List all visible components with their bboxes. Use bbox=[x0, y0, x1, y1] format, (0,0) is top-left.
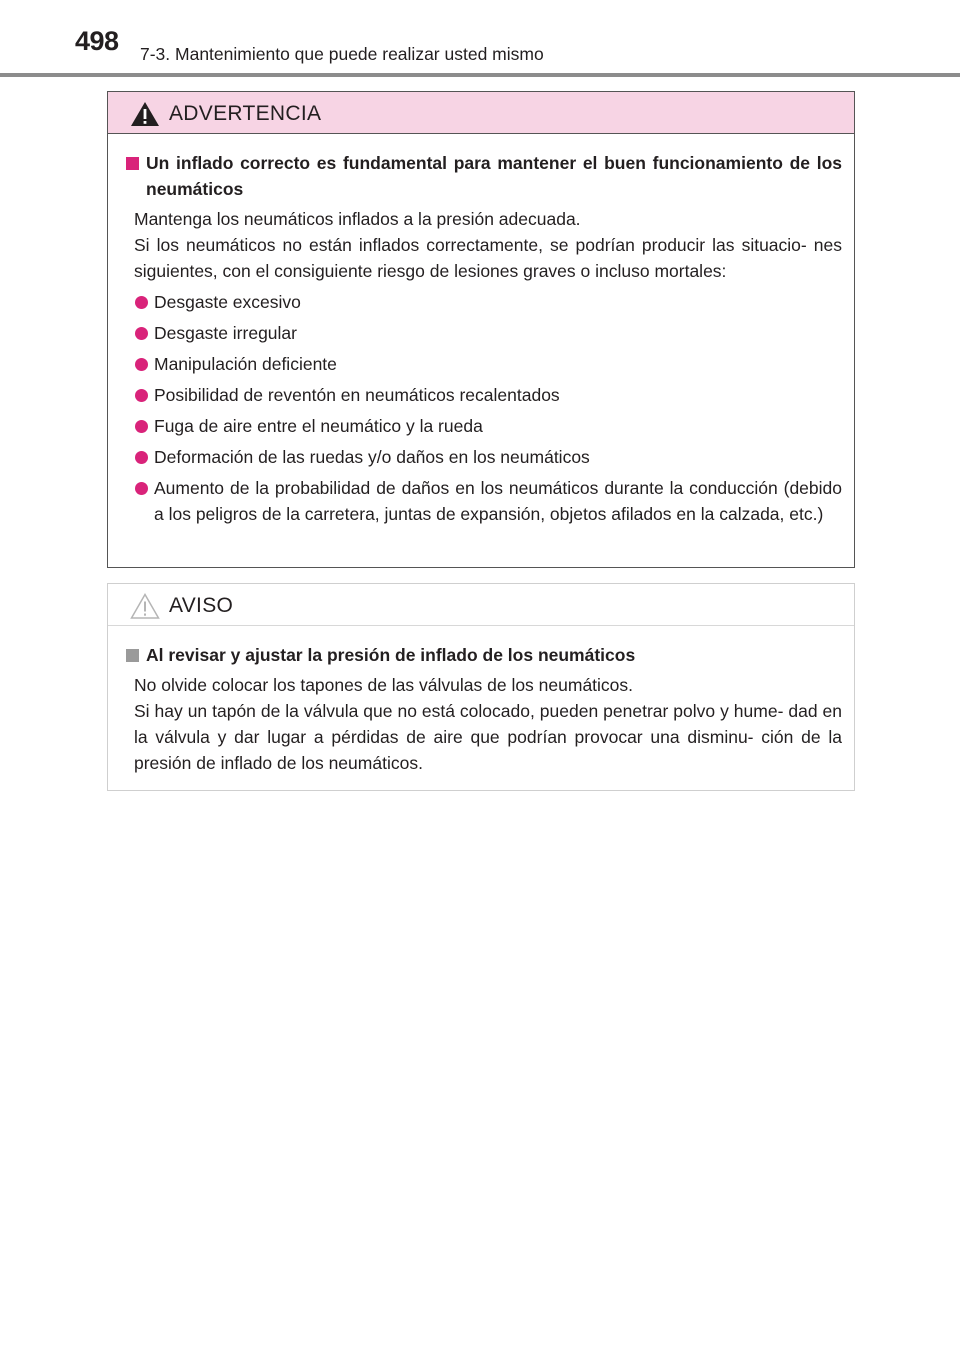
warning-title: ADVERTENCIA bbox=[169, 102, 322, 125]
warning-body bbox=[126, 150, 842, 527]
list-item: Posibilidad de reventón en neumáticos recalentados bbox=[126, 382, 842, 408]
warning-paragraph-1: Mantenga los neumáticos inflados a la presión adecuada. bbox=[134, 209, 581, 229]
warning-box bbox=[107, 91, 855, 568]
bullet-dot-icon bbox=[135, 482, 148, 495]
list-item: Manipulación deficiente bbox=[126, 351, 842, 377]
bullet-dot-icon bbox=[135, 389, 148, 402]
list-item: Desgaste irregular bbox=[126, 320, 842, 346]
warning-triangle-icon bbox=[130, 101, 160, 127]
notice-paragraph-1: No olvide colocar los tapones de las válvulas de los neumáticos. bbox=[134, 675, 634, 695]
square-marker-icon bbox=[126, 157, 139, 170]
notice-header bbox=[108, 584, 854, 626]
bullet-dot-icon bbox=[135, 327, 148, 340]
section-title: 7-3. Mantenimiento que puede realizar usted mismo bbox=[140, 44, 544, 64]
notice-heading: Al revisar y ajustar la presión de inflado de los neumáticos bbox=[126, 642, 842, 668]
notice-box bbox=[107, 583, 855, 791]
notice-title: AVISO bbox=[169, 594, 234, 617]
bullet-dot-icon bbox=[135, 420, 148, 433]
header-divider bbox=[0, 73, 960, 77]
notice-body bbox=[126, 642, 842, 776]
warning-header bbox=[108, 92, 854, 134]
list-item: Desgaste excesivo bbox=[126, 289, 842, 315]
bullet-dot-icon bbox=[135, 358, 148, 371]
notice-paragraph-2: Si hay un tapón de la válvula que no está colocado, pueden penetrar polvo y hume- dad en la válvula y dar lugar a pérdidas de aire que podrían provocar una disminu- ción de la presión de inflado de los neumáticos. bbox=[134, 701, 842, 773]
list-item: Fuga de aire entre el neumático y la rueda bbox=[126, 413, 842, 439]
page-number: 498 bbox=[75, 26, 119, 56]
caution-triangle-icon bbox=[130, 593, 160, 619]
list-item: Aumento de la probabilidad de daños en los neumáticos durante la conducción (debido a los peligros de la carretera, juntas de expansión, objetos afilados en la calzada, etc.) bbox=[126, 475, 842, 527]
list-item: Deformación de las ruedas y/o daños en los neumáticos bbox=[126, 444, 842, 470]
warning-paragraph-2: Si los neumáticos no están inflados correctamente, se podrían producir las situacio- nes siguientes, con el consiguiente riesgo de lesiones graves o incluso mortales: bbox=[134, 235, 842, 281]
square-marker-icon bbox=[126, 649, 139, 662]
page-header bbox=[0, 0, 960, 78]
bullet-dot-icon bbox=[135, 451, 148, 464]
bullet-dot-icon bbox=[135, 296, 148, 309]
warning-heading: Un inflado correcto es fundamental para mantener el buen funcionamiento de los neumáticos bbox=[126, 150, 842, 202]
